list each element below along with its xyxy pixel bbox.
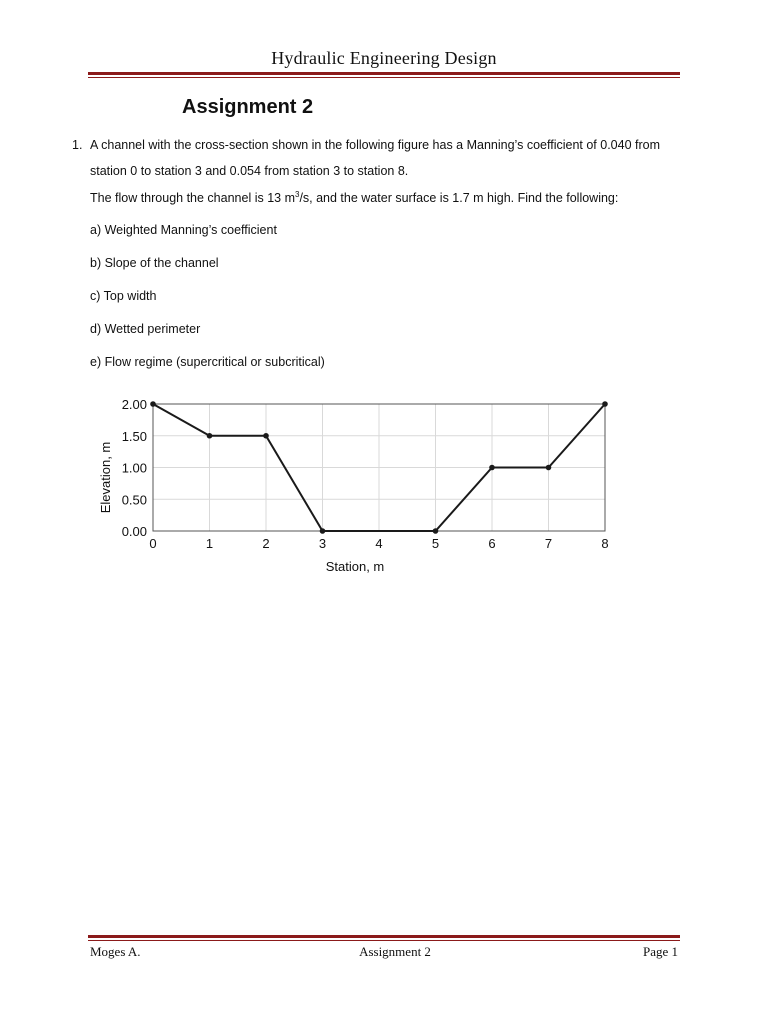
data-point — [207, 433, 213, 439]
x-tick-label: 1 — [205, 536, 214, 551]
question-line-2: station 0 to station 3 and 0.054 from station 3 to station 8. — [90, 164, 409, 178]
data-point — [320, 528, 326, 534]
x-axis-label: Station, m — [325, 559, 385, 574]
y-tick-label: 2.00 — [121, 397, 147, 412]
question-line-1: A channel with the cross-section shown in the following figure has a Manning’s coefficient of 0.040 from — [90, 138, 661, 152]
question-line-3-post: /s, and the water surface is 1.7 m high. Find the following: — [299, 191, 619, 206]
question-part-d: d) Wetted perimeter — [90, 322, 201, 336]
question-part-b: b) Slope of the channel — [90, 256, 219, 270]
x-tick-label: 4 — [375, 536, 383, 551]
x-tick-label: 7 — [544, 536, 553, 551]
header-divider — [88, 72, 680, 78]
data-point — [546, 465, 552, 471]
y-tick-label: 1.50 — [121, 428, 147, 444]
data-point — [489, 465, 495, 471]
document-header-title: Hydraulic Engineering Design — [271, 48, 497, 68]
question-part-e: e) Flow regime (supercritical or subcritical) — [90, 355, 325, 369]
x-tick-label: 6 — [488, 536, 496, 551]
y-tick-label: 0.50 — [121, 492, 147, 508]
question-line-3-pre: The flow through the channel is 13 m — [90, 191, 295, 206]
question-part-c: c) Top width — [90, 289, 157, 303]
footer-divider — [88, 935, 680, 941]
x-tick-label: 3 — [318, 536, 327, 551]
y-tick-label: 1.00 — [121, 460, 147, 476]
footer-center-title: Assignment 2 — [359, 944, 431, 959]
x-tick-label: 2 — [262, 536, 270, 551]
data-point — [150, 401, 156, 407]
data-point — [433, 528, 439, 534]
question-number: 1. — [72, 138, 83, 152]
footer-page-number: Page 1 — [642, 944, 678, 959]
cubic-superscript: 3 — [294, 190, 300, 199]
x-tick-label: 8 — [601, 536, 609, 551]
x-tick-label: 5 — [431, 536, 440, 551]
assignment-heading: Assignment 2 — [182, 96, 314, 118]
x-tick-label: 0 — [149, 536, 157, 551]
question-part-a: a) Weighted Manning’s coefficient — [90, 223, 277, 237]
y-axis-label: Elevation, m — [98, 441, 113, 514]
footer-author: Moges A. — [90, 944, 141, 959]
y-tick-label: 0.00 — [121, 524, 147, 539]
data-point — [263, 433, 269, 439]
channel-cross-section-chart — [96, 392, 626, 582]
question-line-3 — [90, 190, 618, 205]
data-point — [602, 401, 608, 407]
